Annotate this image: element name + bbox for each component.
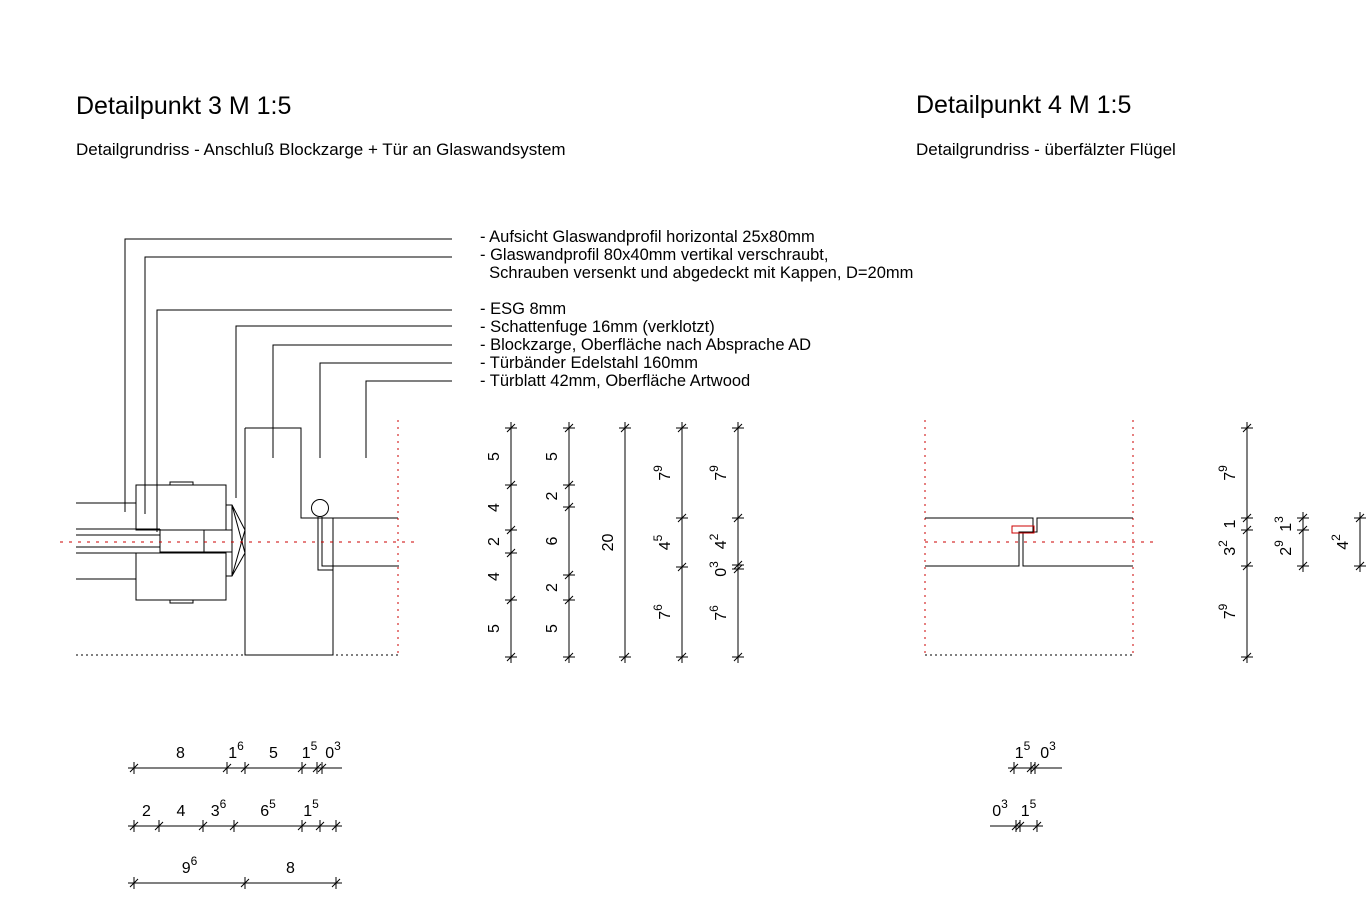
tuerband [312,500,329,517]
dim-chain-d-label-small: $0^3$ [707,561,731,577]
dim4-main-label: 1 [1222,519,1240,529]
dim4-row2-label-start: $0^3$ [992,797,1008,821]
dim-chain-b-label: 2 [544,491,562,501]
note-tuerbaender: - Türbänder Edelstahl 160mm [480,354,698,372]
leader-tuerbaender [320,363,452,458]
dim4-small-label: $1^3$ [1272,516,1296,532]
dim-chain-a-label: 2 [486,537,504,546]
detail4-title: Detailpunkt 4 M 1:5 [916,91,1132,119]
dim-row2-label: $1^5$ [303,797,319,821]
dim-chain-d-label: $7^9$ [707,465,731,481]
note-esg: - ESG 8mm [480,300,567,318]
dim4-main-label: $7^9$ [1216,603,1240,620]
note-tuerblatt: - Türblatt 42mm, Oberfläche Artwood [480,372,751,390]
leader-lines [125,239,452,532]
dim-total-label: 20 [600,533,618,552]
note-schrauben: Schrauben versenkt und abgedeckt mit Kappen, D=20mm [480,264,914,282]
dim-chain-b-label: 5 [544,452,562,461]
leader-blockzarge [273,345,452,458]
dim-chain-d-label: $7^6$ [707,605,731,621]
leader-glaswandprofil-horizontal [125,239,452,512]
dim-chain-b-label: 5 [544,624,562,633]
dim-chain-a-label: 4 [486,572,504,581]
profile-lower [136,553,226,600]
leader-esg [157,310,452,532]
detail3-title: Detailpunkt 3 M 1:5 [76,92,292,120]
dim-chain-a-label: 5 [486,624,504,633]
dim-row1-label: 8 [176,745,185,763]
dim4-row2-label: $1^5$ [1020,797,1037,821]
dim-chain-a-label: 4 [486,503,504,512]
dim-row2-label: $3^6$ [210,797,227,821]
dim-row2-label: 4 [176,803,186,821]
dim-row1-label: $1^6$ [228,739,244,763]
dim-row1-label: 5 [269,745,278,763]
detail4-section-drawing [925,420,1155,655]
dim-row3-label: 8 [286,860,295,878]
profile-upper [136,485,226,530]
leader-glaswandprofil-vertikal [145,257,452,514]
dim-row2-label: $6^5$ [260,797,276,821]
dim-row2-label: 2 [142,803,151,821]
dim4-row1-label-end: $0^3$ [1040,739,1056,763]
note-blockzarge: - Blockzarge, Oberfläche nach Absprache AD [480,336,812,354]
dim-chain-b-label: 2 [544,583,562,592]
leader-tuerblatt [366,381,452,458]
dim4-main-label: $7^9$ [1216,465,1240,481]
dim-row1-label-end: $0^3$ [325,739,341,763]
note-schattenfuge: - Schattenfuge 16mm (verklotzt) [480,318,715,336]
dim-chain-c-label: $4^5$ [651,534,675,551]
profile-cap-lower [170,600,193,603]
dim-chain-c-label: $7^6$ [651,604,675,620]
detail3-subtitle: Detailgrundriss - Anschluß Blockzarge + Tür an Glaswandsystem [76,140,566,159]
dim-chain-a-label: 5 [486,452,504,461]
detail4-subtitle: Detailgrundriss - überfälzter Flügel [916,140,1176,159]
dim-chain-d-label: $4^2$ [707,533,731,550]
dim4-small-label: $2^9$ [1272,540,1296,556]
dim-row3-label: $9^6$ [181,854,198,878]
dim-row1-label: $1^5$ [301,739,318,763]
esg-glass [160,530,204,552]
leader-schattenfuge [236,326,452,498]
dim4-row1-label: $1^5$ [1014,739,1031,763]
note-glaswandprofil-horizontal: - Aufsicht Glaswandprofil horizontal 25x80mm [480,228,815,246]
dim-chain-c-label: $7^9$ [651,465,675,481]
detail3-section-drawing [60,239,452,655]
dim4-main-label: $3^2$ [1216,540,1240,556]
dim4-right-label: $4^2$ [1329,534,1353,550]
note-glaswandprofil-vertikal: - Glaswandprofil 80x40mm vertikal verschraubt, [480,246,829,264]
profile-cap-upper [170,482,193,485]
dim-chain-b-label: 6 [544,536,562,546]
